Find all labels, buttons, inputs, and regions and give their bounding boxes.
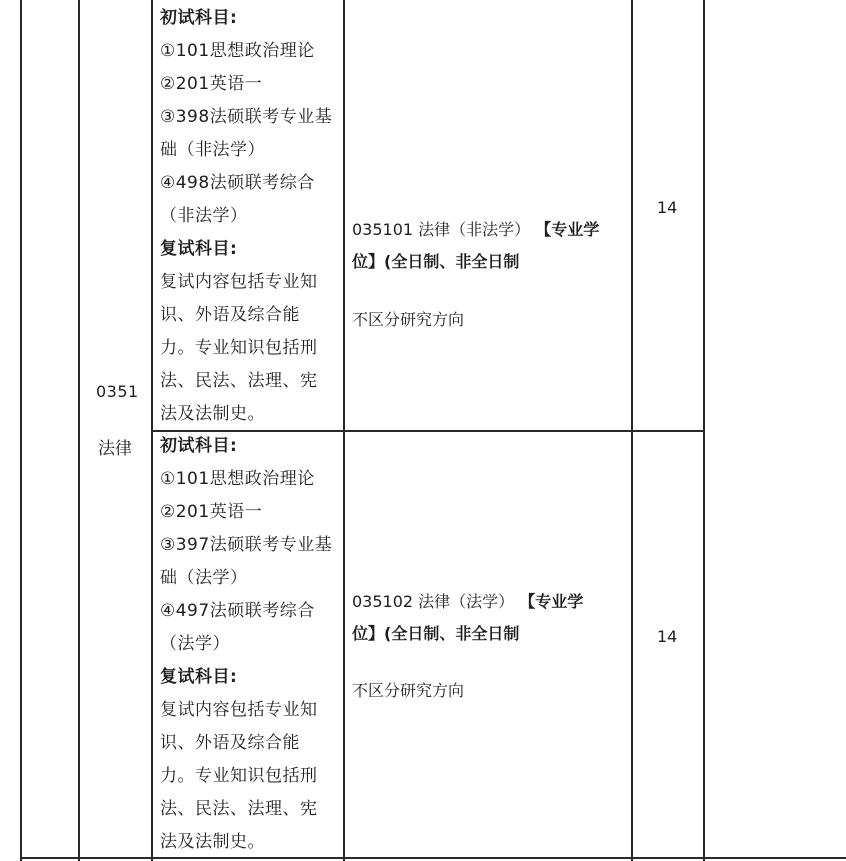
direction-code-name: 035102 法律（法学） xyxy=(352,592,515,611)
exam-subjects-cell-1 xyxy=(160,2,332,431)
retest-heading: 复试科目: xyxy=(160,667,238,687)
retest-line: 法、民法、法理、宪 xyxy=(160,799,318,819)
exam-subject-line: ②201英语一 xyxy=(160,74,263,94)
direction-code-name: 035101 法律（非法学） xyxy=(352,220,531,239)
direction-line-1 xyxy=(352,214,599,246)
exam-subject-line: ①101思想政治理论 xyxy=(160,41,315,61)
exam-subject-line: 础（非法学） xyxy=(160,140,265,160)
retest-line: 识、外语及综合能 xyxy=(160,305,300,325)
degree-type-start: 【专业学 xyxy=(519,592,584,611)
retest-line: 力。专业知识包括刑 xyxy=(160,766,318,786)
retest-line: 识、外语及综合能 xyxy=(160,733,300,753)
table-divider-code xyxy=(78,0,80,861)
exam-subject-line: ③398法硕联考专业基 xyxy=(160,107,333,127)
exam-subject-line: ①101思想政治理论 xyxy=(160,469,315,489)
retest-line: 法及法制史。 xyxy=(160,832,265,852)
major-code: 0351 xyxy=(96,382,139,401)
enrollment-quota: 14 xyxy=(657,198,678,217)
degree-type-end: 位】(全日制、非全日制 xyxy=(352,624,520,643)
first-exam-heading: 初试科目: xyxy=(160,436,238,456)
exam-subject-line: ③397法硕联考专业基 xyxy=(160,535,333,555)
first-exam-heading: 初试科目: xyxy=(160,8,238,28)
research-direction-note: 不区分研究方向 xyxy=(352,681,465,700)
retest-line: 复试内容包括专业知 xyxy=(160,700,318,720)
exam-subjects-cell-2 xyxy=(160,430,332,859)
direction-cell-2 xyxy=(352,586,583,650)
degree-type-start: 【专业学 xyxy=(535,220,600,239)
retest-heading: 复试科目: xyxy=(160,239,238,259)
research-direction-note: 不区分研究方向 xyxy=(352,310,465,329)
retest-line: 力。专业知识包括刑 xyxy=(160,338,318,358)
exam-subject-line: ④497法硕联考综合 xyxy=(160,601,315,621)
exam-subject-line: 础（法学） xyxy=(160,568,248,588)
exam-subject-line: ②201英语一 xyxy=(160,502,263,522)
retest-line: 复试内容包括专业知 xyxy=(160,272,318,292)
exam-subject-line: ④498法硕联考综合 xyxy=(160,173,315,193)
degree-type-end: 位】(全日制、非全日制 xyxy=(352,252,520,271)
exam-subject-line: （非法学） xyxy=(160,206,248,226)
major-name: 法律 xyxy=(98,439,132,459)
enrollment-quota: 14 xyxy=(657,627,678,646)
table-border-bottom xyxy=(20,857,846,859)
direction-line-1 xyxy=(352,586,583,618)
retest-line: 法、民法、法理、宪 xyxy=(160,371,318,391)
exam-subject-line: （法学） xyxy=(160,634,230,654)
direction-cell-1 xyxy=(352,214,599,278)
table-border-left xyxy=(20,0,22,861)
retest-line: 法及法制史。 xyxy=(160,404,265,424)
